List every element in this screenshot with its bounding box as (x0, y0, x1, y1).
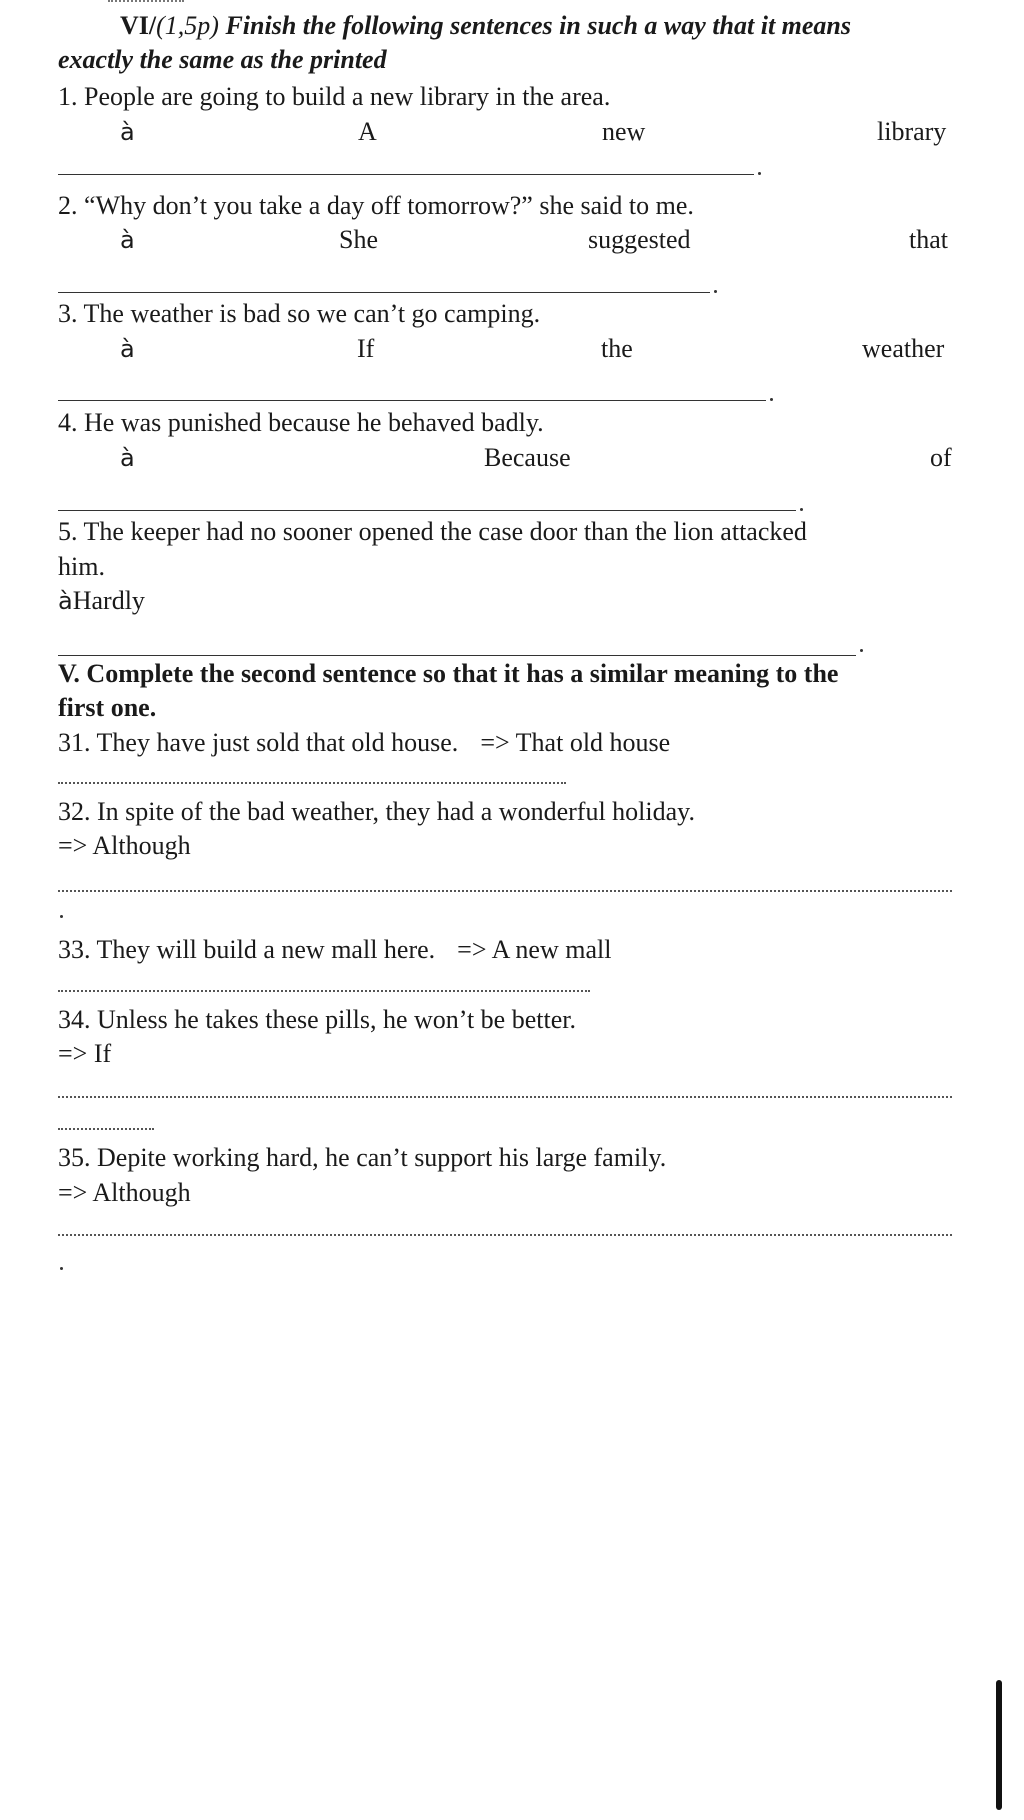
vi-item-3-answer-line[interactable] (58, 400, 766, 401)
vi-item-5-prompt-row (58, 585, 145, 617)
v-item-32-prompt-row (58, 830, 191, 862)
vi-item-1-answer-line[interactable] (58, 174, 754, 175)
section-vi-points: (1,5p) (156, 11, 219, 40)
vi-item-5-prompt: Hardly (72, 586, 145, 615)
v-item-35-arrow: => (58, 1178, 88, 1207)
vi-item-2-answer-line[interactable] (58, 292, 710, 293)
v-item-32-arrow: => (58, 831, 88, 860)
vi-item-1-word-1: A (358, 117, 377, 146)
vi-item-2-arrow: à (120, 226, 135, 254)
vertical-scrollbar[interactable] (996, 1680, 1002, 1810)
section-vi-instruction: Finish the following sentences in such a way that it means (218, 11, 852, 40)
v-item-32-sentence: 32. In spite of the bad weather, they had a wonderful holiday. (58, 797, 695, 826)
v-item-33-row (58, 934, 611, 966)
v-item-33-sentence: 33. They will build a new mall here. (58, 935, 436, 964)
v-item-33-prompt: A new mall (491, 935, 612, 964)
vi-item-1-end-dot (758, 172, 761, 175)
vi-item-2-sentence: 2. “Why don’t you take a day off tomorrow?” she said to me. (58, 191, 694, 220)
vi-item-5-answer-line[interactable] (58, 655, 856, 656)
v-item-34-arrow: => (58, 1039, 88, 1068)
vi-item-4-word-1: Because (484, 443, 571, 472)
v-item-35-answer-line[interactable] (58, 1234, 952, 1236)
vi-item-3-word-1: If (357, 334, 375, 363)
section-vi-heading-line2: exactly the same as the printed (58, 45, 387, 74)
vi-item-3-word-3: weather (862, 334, 945, 363)
section-vi-number: VI/ (120, 11, 157, 40)
vi-item-5-sentence-line2: him. (58, 552, 105, 581)
section-vi-heading (120, 10, 851, 42)
vi-item-4-arrow: à (120, 444, 135, 472)
v-item-32-prompt: Although (92, 831, 191, 860)
vi-item-1-word-3: library (877, 117, 947, 146)
v-item-31-sentence: 31. They have just sold that old house. (58, 728, 459, 757)
v-item-34-prompt-row (58, 1038, 111, 1070)
vi-item-1-sentence: 1. People are going to build a new library in the area. (58, 82, 611, 111)
vi-item-4-end-dot (800, 508, 803, 511)
vi-item-3-end-dot (770, 398, 773, 401)
vi-item-3-word-2: the (601, 334, 633, 363)
vi-item-1-arrow: à (120, 118, 135, 146)
vi-item-3-sentence: 3. The weather is bad so we can’t go camping. (58, 299, 541, 328)
section-v-heading-line1: V. Complete the second sentence so that it has a similar meaning to the (58, 659, 839, 688)
section-v-heading-line2: first one. (58, 693, 157, 722)
vi-item-5-sentence-line1: 5. The keeper had no sooner opened the case door than the lion attacked (58, 517, 807, 546)
vi-item-2-word-1: She (339, 225, 378, 254)
vi-item-5-arrow: à (58, 587, 73, 615)
vi-item-1-word-2: new (602, 117, 646, 146)
v-item-31-arrow: => (480, 728, 510, 757)
v-item-35-sentence: 35. Depite working hard, he can’t support his large family. (58, 1143, 667, 1172)
vi-item-2-word-2: suggested (588, 225, 691, 254)
v-item-32-end-dot (60, 915, 63, 918)
v-item-33-answer-line[interactable] (58, 990, 590, 992)
v-item-34-answer-line[interactable] (58, 1096, 952, 1098)
v-item-34-answer-line-continued[interactable] (58, 1128, 154, 1130)
vi-item-5-end-dot (860, 649, 863, 652)
vi-item-4-answer-line[interactable] (58, 510, 796, 511)
vi-item-2-end-dot (714, 290, 717, 293)
v-item-35-prompt: Although (92, 1178, 191, 1207)
v-item-32-answer-line[interactable] (58, 890, 952, 892)
v-item-34-prompt: If (93, 1039, 112, 1068)
vi-item-4-sentence: 4. He was punished because he behaved badly. (58, 408, 544, 437)
v-item-35-end-dot (60, 1267, 63, 1270)
vi-item-3-arrow: à (120, 335, 135, 363)
vi-item-2-word-3: that (909, 225, 948, 254)
vi-item-4-word-2: of (930, 443, 952, 472)
v-item-34-sentence: 34. Unless he takes these pills, he won’t be better. (58, 1005, 576, 1034)
v-item-35-prompt-row (58, 1177, 191, 1209)
v-item-31-row (58, 727, 670, 759)
top-dotted-mark (108, 0, 184, 5)
v-item-31-answer-line[interactable] (58, 782, 566, 784)
v-item-33-arrow: => (457, 935, 487, 964)
v-item-31-prompt: That old house (515, 728, 671, 757)
